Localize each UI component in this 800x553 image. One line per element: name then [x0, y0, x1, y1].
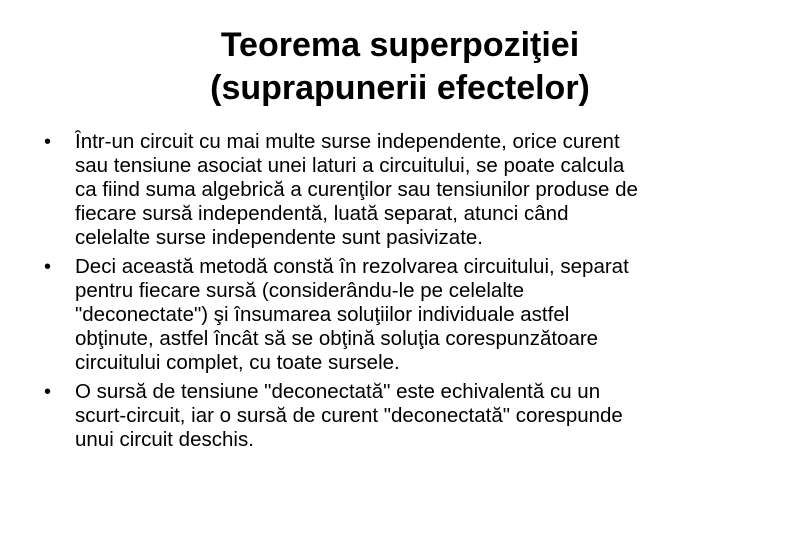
bullet-item-3 [44, 380, 774, 452]
bullet-dot-icon: • [44, 256, 52, 278]
bullet-line: O sursă de tensiune "deconectată" este echivalentă cu un [75, 380, 601, 403]
bullet-line: celelalte surse independente sunt pasivizate. [75, 226, 483, 249]
slide-title [0, 24, 800, 110]
slide-title-line-2: (suprapunerii efectelor) [210, 69, 590, 107]
bullet-list [44, 130, 774, 457]
bullet-dot-icon: • [44, 131, 52, 153]
bullet-line: scurt-circuit, iar o sursă de curent "deconectată" corespunde [75, 404, 623, 427]
bullet-line: ca fiind suma algebrică a curenţilor sau tensiunilor produse de [75, 178, 638, 201]
bullet-dot-icon: • [44, 381, 52, 403]
slide-title-line-1: Teorema superpoziţiei [220, 26, 580, 64]
bullet-line: Deci această metodă constă în rezolvarea circuitului, separat [75, 255, 629, 278]
bullet-line: fiecare sursă independentă, luată separat, atunci când [75, 202, 569, 225]
bullet-line: pentru fiecare sursă (considerându-le pe celelalte [75, 279, 524, 302]
bullet-item-1 [44, 130, 774, 250]
bullet-item-2 [44, 255, 774, 375]
bullet-line: unui circuit deschis. [75, 428, 254, 451]
bullet-line: "deconectate") şi însumarea soluţiilor individuale astfel [75, 303, 570, 326]
bullet-line: circuitului complet, cu toate sursele. [75, 351, 400, 374]
bullet-line: obţinute, astfel încât să se obţină soluţia corespunzătoare [75, 327, 599, 350]
bullet-line: sau tensiune asociat unei laturi a circuitului, se poate calcula [75, 154, 625, 177]
bullet-line: Într-un circuit cu mai multe surse independente, orice curent [75, 130, 620, 153]
